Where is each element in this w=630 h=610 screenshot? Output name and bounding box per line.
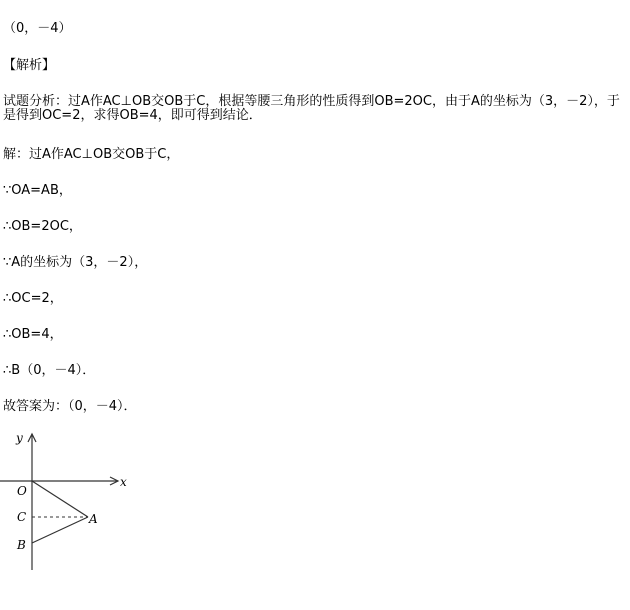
label-c: C <box>17 510 27 524</box>
solution-line-8: 故答案为：（0，－4）． <box>3 399 137 414</box>
segment-ab <box>32 517 88 543</box>
analysis-paragraph: 试题分析：过A作AC⊥OB交OB于C，根据等腰三角形的性质得到OB=2OC，由于A的坐标为（3，－2），于是得到OC=2，求得OB=4，即可得到结论． <box>3 94 620 123</box>
label-a: A <box>89 512 98 526</box>
segment-oa <box>32 481 88 517</box>
label-x: x <box>120 475 127 489</box>
solution-line-1: 解：过A作AC⊥OB交OB于C， <box>3 147 180 162</box>
label-b: B <box>17 538 26 552</box>
coordinate-figure <box>0 428 140 578</box>
answer-line: （0，－4） <box>3 21 72 36</box>
label-y: y <box>16 431 23 445</box>
solution-line-5: ∴OC=2， <box>3 291 63 306</box>
solution-line-6: ∴OB=4， <box>3 327 63 342</box>
section-header: 【解析】 <box>3 58 56 73</box>
solution-line-7: ∴B（0，－4）． <box>3 363 96 378</box>
solution-line-3: ∴OB=2OC， <box>3 219 82 234</box>
label-o: O <box>17 484 27 498</box>
solution-line-4: ∵A的坐标为（3，－2）， <box>3 255 148 270</box>
solution-line-2: ∵OA=AB， <box>3 183 72 198</box>
